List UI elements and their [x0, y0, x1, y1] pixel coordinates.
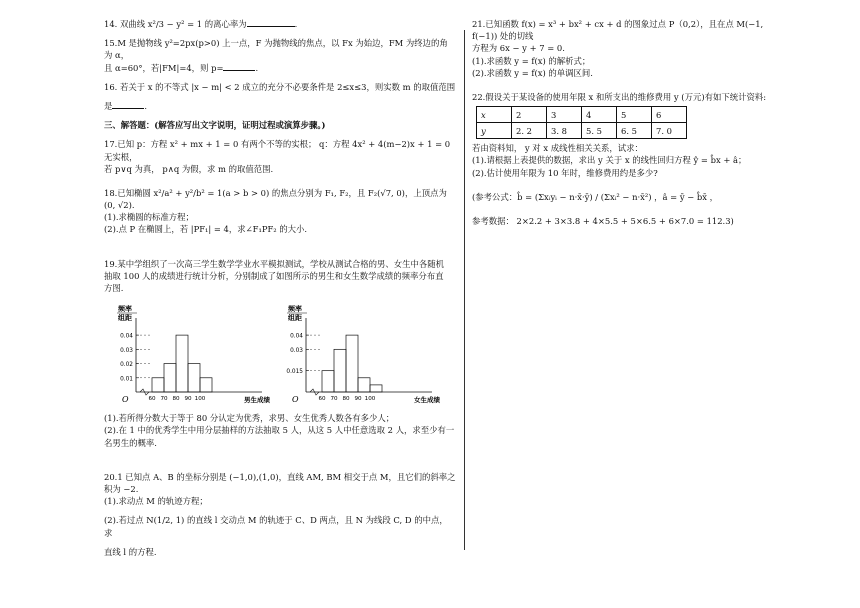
question-20-part2-cont: 直线 l 的方程.	[104, 546, 157, 557]
table-cell: 6	[652, 107, 687, 123]
table-cell: 2. 2	[512, 123, 547, 139]
table-cell: 7. 0	[652, 123, 687, 139]
table-cell: 3	[547, 107, 582, 123]
x-tick-label: 100	[194, 396, 206, 403]
question-16-cont	[104, 100, 456, 112]
data-table	[476, 106, 687, 139]
origin-label: O	[122, 395, 129, 405]
table-row	[477, 123, 687, 139]
histogram-bar	[200, 378, 212, 392]
female-histogram	[282, 300, 452, 408]
question-16: 16. 若关于 x 的不等式 |x − m| < 2 成立的充分不必要条件是 2≤x≤3，则实数 m 的取值范围	[104, 81, 456, 92]
question-21-cont: 方程为 6x − y + 7 = 0.	[472, 43, 565, 54]
y-tick-label: 0.02	[120, 362, 133, 369]
ylabel-bottom: 组距	[288, 314, 302, 323]
question-14-end: .	[294, 19, 298, 29]
y-tick-label: 0.03	[120, 348, 133, 355]
question-20-part1: (1).求动点 M 的轨迹方程；	[104, 496, 208, 507]
histogram-bar	[152, 378, 164, 392]
x-tick-label: 100	[364, 396, 376, 403]
x-axis-label: 女生成绩	[414, 396, 440, 405]
x-tick-label: 70	[160, 396, 168, 403]
question-21-part1: (1).求函数 y = f(x) 的解析式；	[472, 55, 591, 66]
table-header-x: x	[477, 107, 512, 123]
histogram-figure	[104, 300, 456, 408]
reference-data: 参考数据： 2×2.2 + 3×3.8 + 4×5.5 + 5×6.5 + 6×7.0 = 112.3)	[472, 215, 734, 226]
histogram-bar	[334, 350, 346, 393]
question-19-part2-cont: 名男生的概率.	[104, 437, 157, 448]
x-tick-label: 80	[342, 396, 350, 403]
y-tick-label: 0.03	[290, 348, 303, 355]
question-22-part1: (1).请根据上表提供的数据，求出 y 关于 x 的线性回归方程 ŷ = b̂x + â；	[472, 155, 747, 166]
question-16-text: 是	[104, 100, 113, 111]
table-header-y: y	[477, 123, 512, 139]
question-20: 20.1 已知点 A、B 的坐标分别是 (−1,0),(1,0)，直线 AM, BM 相交于点 M，且它们的斜率之	[104, 471, 456, 482]
histogram-bar	[322, 371, 334, 392]
origin-label: O	[292, 395, 299, 405]
question-18-part1: (1).求椭圆的标准方程；	[104, 212, 194, 223]
y-tick-label: 0.04	[120, 333, 133, 340]
question-19: 19.某中学组织了一次高三学生数学学业水平模拟测试，学校从测试合格的男、女生中各随机	[104, 258, 444, 269]
table-cell: 5. 5	[582, 123, 617, 139]
table-cell: 3. 8	[547, 123, 582, 139]
left-column	[104, 18, 456, 558]
y-tick-label: 0.015	[286, 369, 303, 376]
question-22: 22.假设关于某设备的使用年限 x 和所支出的维修费用 y (万元)有如下统计资料:	[472, 91, 767, 102]
question-18-part2: (2).点 P 在椭圆上，若 |PF₁| = 4，求∠F₁PF₂ 的大小.	[104, 224, 308, 235]
question-22-cont: 若由资料知， y 对 x 成线性相关关系，试求：	[472, 143, 643, 154]
histogram-bar	[370, 385, 382, 392]
histogram-bar	[176, 335, 188, 392]
question-17-cont: 若 p∨q 为真， p∧q 为假，求 m 的取值范围.	[104, 163, 274, 174]
histogram-bar	[164, 364, 176, 392]
histogram-bar	[358, 378, 370, 392]
ylabel-bottom: 组距	[118, 314, 132, 323]
question-21-part2: (2).求函数 y = f(x) 的单调区间.	[472, 67, 593, 78]
histogram-bar	[188, 364, 200, 392]
x-tick-label: 90	[354, 396, 362, 403]
question-14	[104, 18, 456, 30]
x-tick-label: 60	[318, 396, 326, 403]
ylabel-top: 频率	[118, 305, 132, 314]
question-15-text: 且 α=60°，若|FM|=4，则 p=	[104, 62, 224, 73]
question-17: 17.已知 p：方程 x² + mx + 1 = 0 有两个不等的实根； q：方程 4x² + 4(m−2)x + 1 = 0 无实根，	[104, 139, 451, 162]
answer-blank	[223, 62, 255, 71]
male-histogram	[112, 300, 282, 408]
ylabel-top: 频率	[288, 305, 302, 314]
answer-blank	[247, 18, 295, 27]
question-22-part2: (2).估计使用年限为 10 年时，维修费用约是多少?	[472, 167, 658, 178]
question-15: 15.M 是抛物线 y²=2px(p>0) 上一点，F 为抛物线的焦点，以 Fx 为始边，FM 为终边的角为 α，	[104, 38, 448, 61]
x-tick-label: 90	[184, 396, 192, 403]
question-18: 18.已知椭圆 x²/a² + y²/b² = 1(a > b > 0) 的焦点分别为 F₁, F₂，且 F₂(√7, 0)，上顶点为 (0, √2).	[104, 187, 447, 211]
question-14-text: 14. 双曲线 x²/3 − y² = 1 的离心率为	[104, 19, 247, 29]
question-21: 21.已知函数 f(x) = x³ + bx² + cx + d 的图象过点 P（0,2），且在点 M(−1, f(−1)) 处的切线	[472, 19, 764, 42]
table-cell: 2	[512, 107, 547, 123]
question-19-part1: (1).若所得分数大于等于 80 分认定为优秀，求男、女生优秀人数各有多少人；	[104, 413, 395, 424]
question-20-part2: (2).若过点 N(1/2, 1) 的直线 l 交动点 M 的轨迹于 C、D 两点，且 N 为线段 C, D 的中点，求	[104, 515, 448, 538]
question-19-part2: (2).在 1 中的优秀学生中用分层抽样的方法抽取 5 人，从这 5 人中任意选取 2 人，求至少有一	[104, 425, 455, 436]
question-15-end: .	[255, 62, 259, 73]
table-cell: 4	[582, 107, 617, 123]
column-divider	[464, 30, 465, 550]
x-tick-label: 60	[148, 396, 156, 403]
table-cell: 6. 5	[617, 123, 652, 139]
reference-formula: (参考公式：b̂ = (Σxᵢyᵢ − n·x̄·ȳ) / (Σxᵢ² − n·x̄²) ，â = ȳ − b̂x̄ ，	[472, 191, 719, 202]
x-tick-label: 70	[330, 396, 338, 403]
y-tick-label: 0.04	[290, 333, 303, 340]
question-16-end: .	[144, 100, 148, 111]
x-axis-label: 男生成绩	[244, 396, 270, 405]
question-19-cont: 抽取 100 人的成绩进行统计分析，分别制成了如图所示的男生和女生数学成绩的频率分布直	[104, 270, 444, 281]
y-tick-label: 0.01	[120, 376, 133, 383]
x-tick-label: 80	[172, 396, 180, 403]
right-column	[472, 18, 772, 227]
section-heading: 三、解答题：(解答应写出文字说明，证明过程或演算步骤。)	[104, 120, 326, 131]
question-19-cont2: 方图.	[104, 283, 124, 293]
question-15-cont	[104, 62, 456, 74]
question-20-cont: 积为 −2.	[104, 483, 139, 494]
answer-blank	[112, 100, 144, 109]
table-row	[477, 107, 687, 123]
table-cell: 5	[617, 107, 652, 123]
histogram-bar	[346, 335, 358, 392]
